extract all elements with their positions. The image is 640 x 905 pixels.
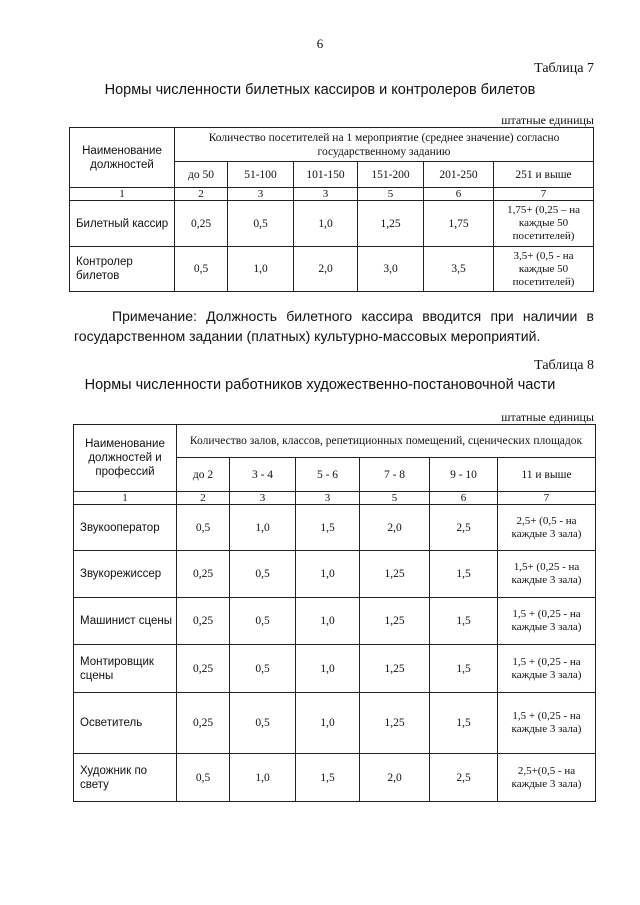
- row-name: Художник по свету: [74, 754, 177, 802]
- cell-value: 1,0: [230, 505, 296, 551]
- cell-value: 1,0: [296, 693, 360, 754]
- cell-value: 1,5: [430, 645, 498, 693]
- table7-head-group: Количество посетителей на 1 мероприятие (среднее значение) согласно государственному заданию: [175, 128, 594, 162]
- cell-value: 1,25: [360, 645, 430, 693]
- table7-col: 201-250: [424, 162, 494, 188]
- col-number: 7: [498, 492, 596, 505]
- table-row: [74, 693, 596, 754]
- table-row: [74, 551, 596, 598]
- cell-note: 1,5 + (0,25 - на каждые 3 зала): [498, 693, 596, 754]
- cell-value: 0,5: [175, 247, 228, 292]
- cell-value: 2,0: [360, 754, 430, 802]
- remark-paragraph: Примечание: Должность билетного кассира вводится при наличии в государственном задании (платных) культурно-массовых мероприятий.: [74, 308, 594, 344]
- col-number: 1: [70, 188, 175, 201]
- table7-col: до 50: [175, 162, 228, 188]
- col-number: 5: [358, 188, 424, 201]
- col-number: 3: [296, 492, 360, 505]
- cell-value: 0,5: [230, 693, 296, 754]
- table7-col: 151-200: [358, 162, 424, 188]
- table-row: [74, 505, 596, 551]
- cell-value: 0,5: [230, 645, 296, 693]
- table7-col: 251 и выше: [494, 162, 594, 188]
- cell-value: 0,25: [177, 693, 230, 754]
- table8-head-group: Количество залов, классов, репетиционных помещений, сценических площадок: [177, 425, 596, 458]
- cell-value: 0,5: [230, 598, 296, 645]
- cell-value: 0,5: [177, 505, 230, 551]
- table-row: [70, 201, 594, 247]
- cell-value: 1,25: [358, 201, 424, 247]
- cell-value: 3,0: [358, 247, 424, 292]
- col-number: 3: [230, 492, 296, 505]
- col-number: 3: [294, 188, 358, 201]
- cell-note: 1,5 + (0,25 - на каждые 3 зала): [498, 645, 596, 693]
- cell-value: 0,25: [177, 645, 230, 693]
- table8: [73, 424, 596, 802]
- cell-value: 1,5: [430, 693, 498, 754]
- cell-value: 0,25: [177, 598, 230, 645]
- table7-title: Нормы численности билетных кассиров и контролеров билетов: [104, 82, 536, 98]
- table8-label: Таблица 8: [534, 358, 594, 373]
- cell-value: 1,25: [360, 693, 430, 754]
- table-row: [74, 754, 596, 802]
- table8-numbers-row: [74, 492, 596, 505]
- cell-value: 1,0: [296, 645, 360, 693]
- table8-col: 7 - 8: [360, 458, 430, 492]
- cell-value: 1,0: [296, 551, 360, 598]
- cell-value: 0,5: [230, 551, 296, 598]
- cell-value: 2,5: [430, 754, 498, 802]
- col-number: 5: [360, 492, 430, 505]
- table8-title: Нормы численности работников художественно-постановочной части: [84, 377, 556, 393]
- table-row: [74, 645, 596, 693]
- table7-head-position: Наименование должностей: [70, 128, 175, 188]
- cell-value: 1,25: [360, 598, 430, 645]
- table8-col: 3 - 4: [230, 458, 296, 492]
- col-number: 2: [175, 188, 228, 201]
- cell-note: 1,75+ (0,25 – на каждые 50 посетителей): [494, 201, 594, 247]
- table-row: [70, 247, 594, 292]
- cell-value: 0,25: [177, 551, 230, 598]
- table8-head-position: Наименование должностей и профессий: [74, 425, 177, 492]
- cell-note: 2,5+ (0,5 - на каждые 3 зала): [498, 505, 596, 551]
- table8-col: до 2: [177, 458, 230, 492]
- cell-note: 2,5+(0,5 - на каждые 3 зала): [498, 754, 596, 802]
- col-number: 6: [430, 492, 498, 505]
- cell-note: 1,5+ (0,25 - на каждые 3 зала): [498, 551, 596, 598]
- cell-value: 0,25: [175, 201, 228, 247]
- table7-units: штатные единицы: [501, 113, 594, 127]
- table-row: [74, 598, 596, 645]
- table7-numbers-row: [70, 188, 594, 201]
- cell-value: 1,0: [230, 754, 296, 802]
- col-number: 6: [424, 188, 494, 201]
- cell-value: 0,5: [177, 754, 230, 802]
- cell-note: 1,5 + (0,25 - на каждые 3 зала): [498, 598, 596, 645]
- cell-value: 1,0: [294, 201, 358, 247]
- row-name: Машинист сцены: [74, 598, 177, 645]
- table8-col: 5 - 6: [296, 458, 360, 492]
- cell-note: 3,5+ (0,5 - на каждые 50 посетителей): [494, 247, 594, 292]
- col-number: 7: [494, 188, 594, 201]
- cell-value: 1,5: [430, 551, 498, 598]
- col-number: 3: [228, 188, 294, 201]
- cell-value: 2,5: [430, 505, 498, 551]
- cell-value: 1,75: [424, 201, 494, 247]
- cell-value: 2,0: [294, 247, 358, 292]
- row-name: Билетный кассир: [70, 201, 175, 247]
- row-name: Монтировщик сцены: [74, 645, 177, 693]
- table8-col: 11 и выше: [498, 458, 596, 492]
- table7-label: Таблица 7: [534, 61, 594, 76]
- table7-col: 101-150: [294, 162, 358, 188]
- table7-col: 51-100: [228, 162, 294, 188]
- col-number: 2: [177, 492, 230, 505]
- row-name: Контролер билетов: [70, 247, 175, 292]
- cell-value: 2,0: [360, 505, 430, 551]
- cell-value: 1,0: [296, 598, 360, 645]
- row-name: Звукооператор: [74, 505, 177, 551]
- table7: [69, 127, 594, 292]
- cell-value: 3,5: [424, 247, 494, 292]
- cell-value: 1,5: [296, 505, 360, 551]
- col-number: 1: [74, 492, 177, 505]
- table8-col: 9 - 10: [430, 458, 498, 492]
- page-number: 6: [316, 36, 324, 51]
- table8-units: штатные единицы: [501, 410, 594, 424]
- row-name: Звукорежиссер: [74, 551, 177, 598]
- cell-value: 1,0: [228, 247, 294, 292]
- cell-value: 1,25: [360, 551, 430, 598]
- cell-value: 0,5: [228, 201, 294, 247]
- row-name: Осветитель: [74, 693, 177, 754]
- cell-value: 1,5: [430, 598, 498, 645]
- cell-value: 1,5: [296, 754, 360, 802]
